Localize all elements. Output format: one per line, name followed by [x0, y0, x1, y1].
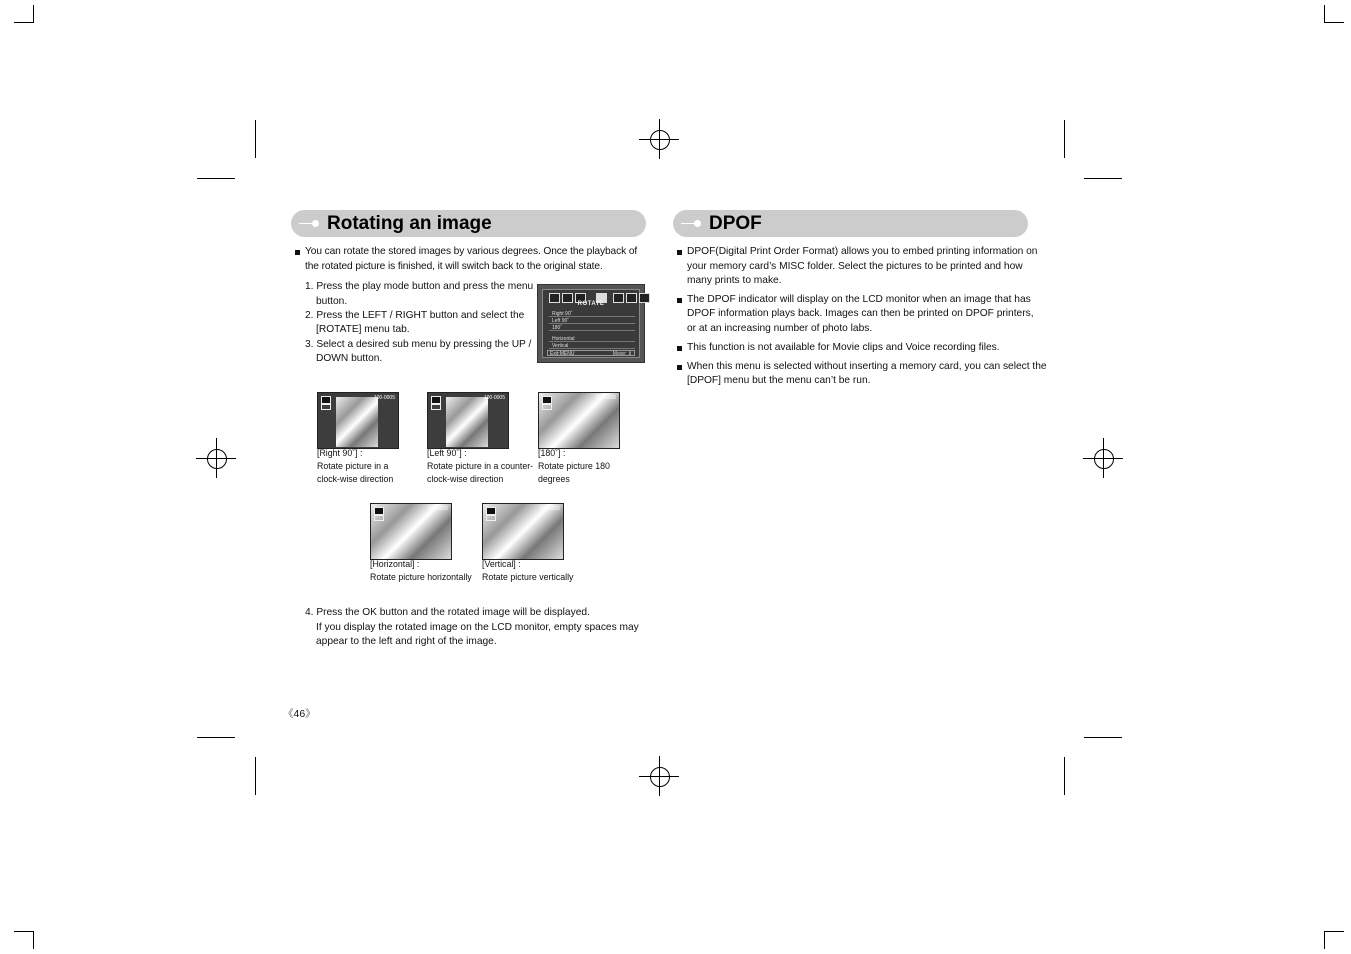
thumbnail-label: [Left 90˚] :	[427, 448, 467, 458]
thumbnail-desc: Rotate picture vertically	[482, 572, 574, 582]
crop-mark	[1324, 5, 1325, 23]
registration-mark	[639, 119, 679, 159]
thumbnail-vertical	[482, 503, 564, 560]
menu-exit-hint: Exit:MENU	[550, 351, 575, 357]
step-line: 3. Select a desired sub menu by pressing the UP /	[305, 339, 532, 350]
registration-mark	[1083, 438, 1123, 478]
thumbnail-desc: Rotate picture horizontally	[370, 572, 472, 582]
crop-mark	[1324, 22, 1344, 23]
crop-mark	[14, 931, 34, 932]
bullet-icon	[295, 250, 300, 255]
dpof-line: DPOF information plays back. Images can then be printed on DPOF printers,	[687, 308, 1034, 319]
image-number: 100-0005	[373, 395, 395, 401]
trim-mark	[1084, 178, 1122, 179]
section-banner-dpof	[673, 210, 1028, 237]
menu-item: 180˚	[549, 325, 635, 331]
thumbnail-desc: Rotate picture 180	[538, 461, 610, 471]
registration-mark	[639, 756, 679, 796]
image-number: 100-0005	[426, 506, 448, 512]
thumbnail-label: [Right 90˚] :	[317, 448, 363, 458]
image-number: 100-0005	[594, 395, 616, 401]
section-title: DPOF	[709, 213, 762, 234]
dpof-line: your memory card’s MISC folder. Select the pictures to be printed and how	[687, 261, 1023, 272]
thumbnail-desc: Rotate picture in a counter-	[427, 461, 534, 471]
step-line: button.	[316, 296, 348, 307]
step-line: DOWN button.	[316, 353, 383, 364]
dpof-line: When this menu is selected without inserting a memory card, you can select the	[687, 361, 1047, 372]
tab-icon	[639, 293, 650, 303]
thumbnail-horizontal	[370, 503, 452, 560]
thumbnail-left-90	[427, 392, 509, 449]
dpof-line: This function is not available for Movie clips and Voice recording files.	[687, 342, 1000, 353]
image-number: 100-0005	[538, 506, 560, 512]
thumbnail-desc: clock-wise direction	[317, 474, 394, 484]
thumbnail-label: [Horizontal] :	[370, 559, 420, 569]
crop-mark	[33, 931, 34, 949]
trim-mark	[255, 757, 256, 795]
dpof-line: DPOF(Digital Print Order Format) allows you to embed printing information on	[687, 246, 1038, 257]
step-line: 2. Press the LEFT / RIGHT button and select the	[305, 310, 525, 321]
bullet-icon	[677, 298, 682, 303]
thumbnail-label: [Vertical] :	[482, 559, 521, 569]
thumbnail-180	[538, 392, 620, 449]
step-line: [ROTATE] menu tab.	[316, 324, 410, 335]
menu-item: Vertical	[549, 343, 635, 349]
trim-mark	[1084, 737, 1122, 738]
step-line: 1. Press the play mode button and press the menu	[305, 281, 534, 292]
dpof-line: [DPOF] menu but the menu can’t be run.	[687, 375, 871, 386]
thumbnail-desc: clock-wise direction	[427, 474, 504, 484]
menu-title: ROTATE	[577, 301, 605, 307]
crop-mark	[33, 5, 34, 23]
image-number: 100-0005	[483, 395, 505, 401]
step-line: 4. Press the OK button and the rotated image will be displayed.	[305, 607, 590, 618]
section-title: Rotating an image	[327, 213, 492, 234]
bullet-icon	[677, 250, 682, 255]
trim-mark	[1064, 757, 1065, 795]
step-line: If you display the rotated image on the LCD monitor, empty spaces may	[316, 622, 639, 633]
step-line: appear to the left and right of the image.	[316, 636, 497, 647]
dpof-line: many prints to make.	[687, 275, 782, 286]
thumbnail-right-90	[317, 392, 399, 449]
trim-mark	[1064, 120, 1065, 158]
bullet-icon	[677, 346, 682, 351]
crop-mark	[14, 22, 34, 23]
menu-move-hint: Move: ⇕	[612, 351, 632, 357]
crop-mark	[1324, 931, 1325, 949]
intro-paragraph: You can rotate the stored images by various degrees. Once the playback of the rotated picture is finished, it will switch back to the original state.	[305, 246, 638, 272]
registration-mark	[196, 438, 236, 478]
crop-mark	[1324, 931, 1344, 932]
menu-item: Right 90˚	[549, 311, 635, 317]
menu-item: Left 90˚	[549, 318, 635, 324]
section-banner-rotating	[291, 210, 646, 237]
thumbnail-desc: degrees	[538, 474, 570, 484]
menu-footer	[547, 350, 635, 356]
menu-item: Horizontal	[549, 336, 635, 342]
page-number: 《46》	[283, 708, 316, 720]
trim-mark	[197, 178, 235, 179]
rotate-menu-screen	[537, 284, 645, 363]
thumbnail-label: [180˚] :	[538, 448, 566, 458]
trim-mark	[255, 120, 256, 158]
dpof-line: or at an increasing number of photo labs.	[687, 323, 873, 334]
trim-mark	[197, 737, 235, 738]
thumbnail-desc: Rotate picture in a	[317, 461, 389, 471]
dpof-line: The DPOF indicator will display on the LCD monitor when an image that has	[687, 294, 1031, 305]
bullet-icon	[677, 365, 682, 370]
